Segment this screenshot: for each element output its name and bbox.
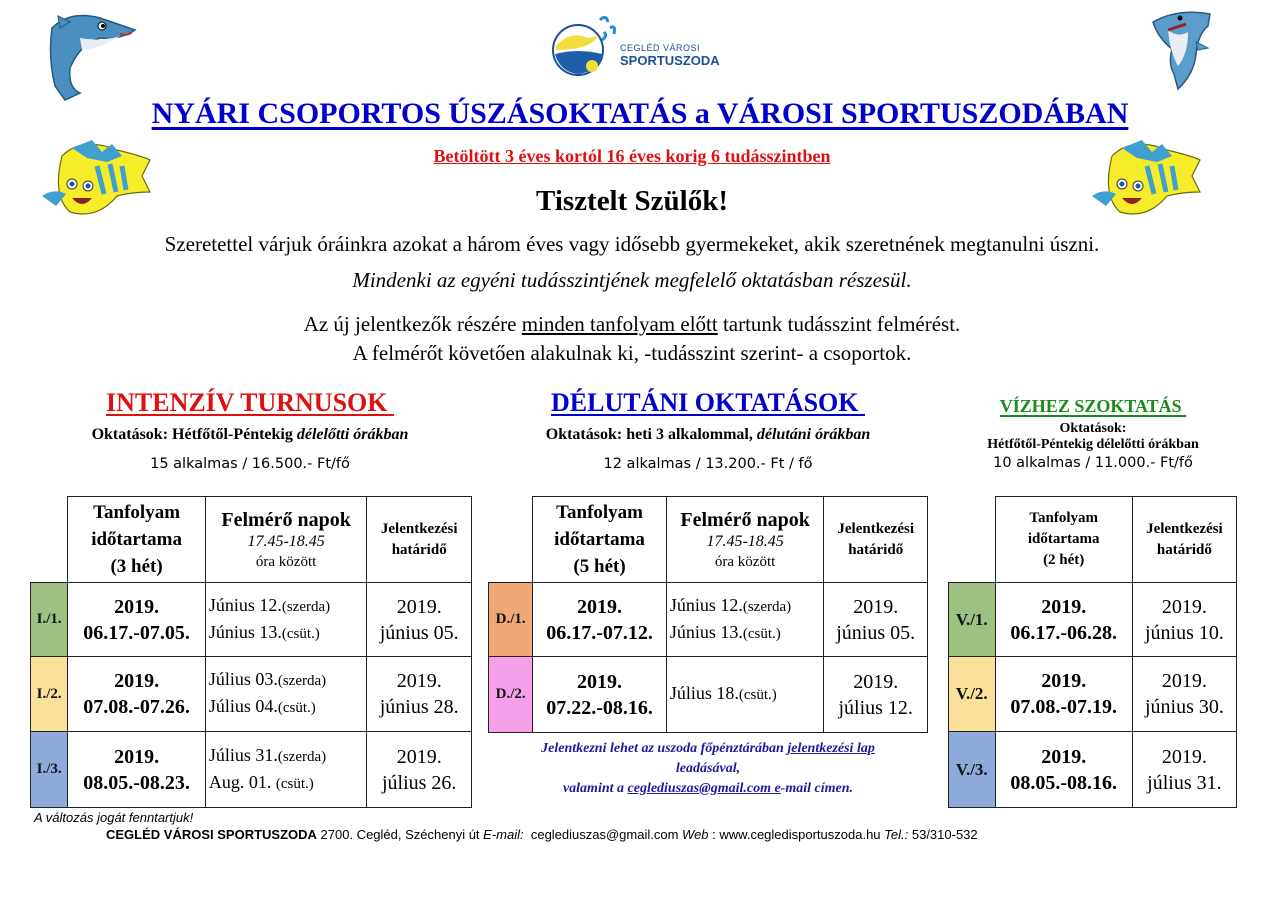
group-code: I./1. — [31, 583, 68, 657]
water-section-header — [948, 396, 1238, 471]
header-duration: Tanfolyam időtartama (2 hét) — [995, 497, 1132, 583]
main-title: NYÁRI CSOPORTOS ÚSZÁSOKTATÁS a VÁROSI SPORTUSZODÁBAN — [151, 97, 1129, 130]
logo-emblem-icon — [550, 10, 620, 80]
survey-days: Július 03.(szerda) Július 04.(csüt.) — [205, 657, 367, 732]
course-dates: 2019. 06.17.-07.12. — [533, 583, 667, 657]
intensive-subtitle: Oktatások: Hétfőtől-Péntekig délelőtti órákban — [91, 426, 409, 443]
greeting: Tisztelt Szülők! — [536, 185, 728, 217]
group-code: D./1. — [489, 583, 533, 657]
footer-note: A változás jogát fenntartjuk! — [34, 810, 194, 825]
table-row — [949, 583, 1237, 657]
dolphin-icon — [40, 8, 140, 104]
header-deadline: Jelentkezési határidő — [367, 497, 472, 583]
table-row — [949, 657, 1237, 732]
afternoon-schedule-table — [488, 496, 928, 733]
header-duration: Tanfolyam időtartama (3 hét) — [68, 497, 206, 583]
afternoon-price: 12 alkalmas / 13.200.- Ft / fő — [603, 456, 813, 472]
intro-underline: minden tanfolyam előtt — [521, 312, 718, 336]
logo — [550, 10, 730, 80]
course-dates: 2019. 06.17.-06.28. — [995, 583, 1132, 657]
water-schedule-table — [948, 496, 1237, 808]
course-dates: 2019. 07.08.-07.19. — [995, 657, 1132, 732]
footer-contact: CEGLÉD VÁROSI SPORTUSZODA 2700. Cegléd, Széchenyi út E-mail: ceglediuszas@gmail.com Web : www.cegledisportuszoda.hu Tel.: 53/310-532 — [106, 827, 978, 842]
intro-paragraph-4: A felmérőt követően alakulnak ki, -tudásszint szerint- a csoportok. — [352, 341, 912, 365]
group-code: D./2. — [489, 657, 533, 733]
intensive-title: INTENZÍV TURNUSOK — [105, 388, 394, 417]
table-row — [31, 657, 472, 732]
deadline: 2019. június 05. — [824, 583, 928, 657]
course-dates: 2019. 07.08.-07.26. — [68, 657, 206, 732]
blank-cell — [31, 497, 68, 583]
group-code: V./1. — [949, 583, 996, 657]
course-dates: 2019. 08.05.-08.16. — [995, 732, 1132, 808]
header-duration: Tanfolyam időtartama (5 hét) — [533, 497, 667, 583]
survey-days: Július 18.(csüt.) — [666, 657, 824, 733]
deadline: 2019. június 28. — [367, 657, 472, 732]
deadline: 2019. június 10. — [1132, 583, 1236, 657]
shark-icon — [1148, 4, 1220, 92]
email-link[interactable]: ceglediuszas@gmail.com e — [627, 781, 781, 796]
intensive-section-header — [20, 388, 480, 472]
table-row — [949, 732, 1237, 808]
logo-line1: CEGLÉD VÁROSI — [620, 43, 701, 53]
intensive-price: 15 alkalmas / 16.500.- Ft/fő — [150, 456, 350, 472]
deadline: 2019. július 12. — [824, 657, 928, 733]
registration-form-link[interactable]: jelentkezési lap — [787, 741, 875, 756]
deadline: 2019. július 31. — [1132, 732, 1236, 808]
deadline: 2019. június 05. — [367, 583, 472, 657]
header-deadline: Jelentkezési határidő — [1132, 497, 1236, 583]
deadline: 2019. június 30. — [1132, 657, 1236, 732]
survey-days: Július 31.(szerda) Aug. 01. (csüt.) — [205, 732, 367, 808]
water-price: 10 alkalmas / 11.000.- Ft/fő — [993, 455, 1193, 471]
blank-cell — [949, 497, 996, 583]
intro-paragraph-2: Mindenki az egyéni tudásszintjének megfelelő oktatásban részesül. — [352, 268, 912, 292]
table-row — [489, 583, 928, 657]
footer-web[interactable]: : www.cegledisportuszoda.hu — [708, 827, 885, 842]
water-title: VÍZHEZ SZOKTATÁS — [999, 396, 1187, 416]
course-dates: 2019. 08.05.-08.23. — [68, 732, 206, 808]
footer-email[interactable]: ceglediuszas@gmail.com — [523, 827, 683, 842]
group-code: V./3. — [949, 732, 996, 808]
survey-days: Június 12.(szerda) Június 13.(csüt.) — [666, 583, 824, 657]
footer-tel: 53/310-532 — [908, 827, 978, 842]
group-code: I./2. — [31, 657, 68, 732]
header-deadline: Jelentkezési határidő — [824, 497, 928, 583]
subtitle: Betöltött 3 éves kortól 16 éves korig 6 tudásszintben — [433, 146, 831, 166]
header-survey: Felmérő napok 17.45-18.45 óra között — [205, 497, 367, 583]
course-dates: 2019. 07.22.-08.16. — [533, 657, 667, 733]
header-survey: Felmérő napok 17.45-18.45 óra között — [666, 497, 824, 583]
intro-paragraph-1: Szeretettel várjuk óráinkra azokat a három éves vagy idősebb gyermekeket, akik szeretnének megtanulni úszni. — [164, 232, 1100, 256]
group-code: V./2. — [949, 657, 996, 732]
logo-line2: SPORTUSZODA — [620, 53, 720, 68]
table-row — [31, 583, 472, 657]
afternoon-subtitle: Oktatások: heti 3 alkalommal, délutáni órákban — [545, 426, 871, 443]
table-row — [31, 732, 472, 808]
survey-days: Június 12.(szerda) Június 13.(csüt.) — [205, 583, 367, 657]
afternoon-section-header — [488, 388, 928, 472]
blank-cell — [489, 497, 533, 583]
table-row — [489, 657, 928, 733]
afternoon-title: DÉLUTÁNI OKTATÁSOK — [551, 388, 865, 417]
water-subtitle-1: Oktatások: — [1059, 421, 1127, 436]
intro-paragraph-3: Az új jelentkezők részére minden tanfolyam előtt tartunk tudásszint felmérést. — [303, 312, 961, 336]
registration-note: Jelentkezni lehet az uszoda főpénztárában jelentkezési lap leadásával, valamint a ceglediuszas@gmail.com e-mail címen. — [541, 741, 875, 796]
course-dates: 2019. 06.17.-07.05. — [68, 583, 206, 657]
deadline: 2019. július 26. — [367, 732, 472, 808]
group-code: I./3. — [31, 732, 68, 808]
intensive-schedule-table — [30, 496, 472, 808]
water-subtitle-2: Hétfőtől-Péntekig délelőtti órákban — [987, 437, 1199, 452]
footer-org: CEGLÉD VÁROSI SPORTUSZODA — [106, 827, 317, 842]
